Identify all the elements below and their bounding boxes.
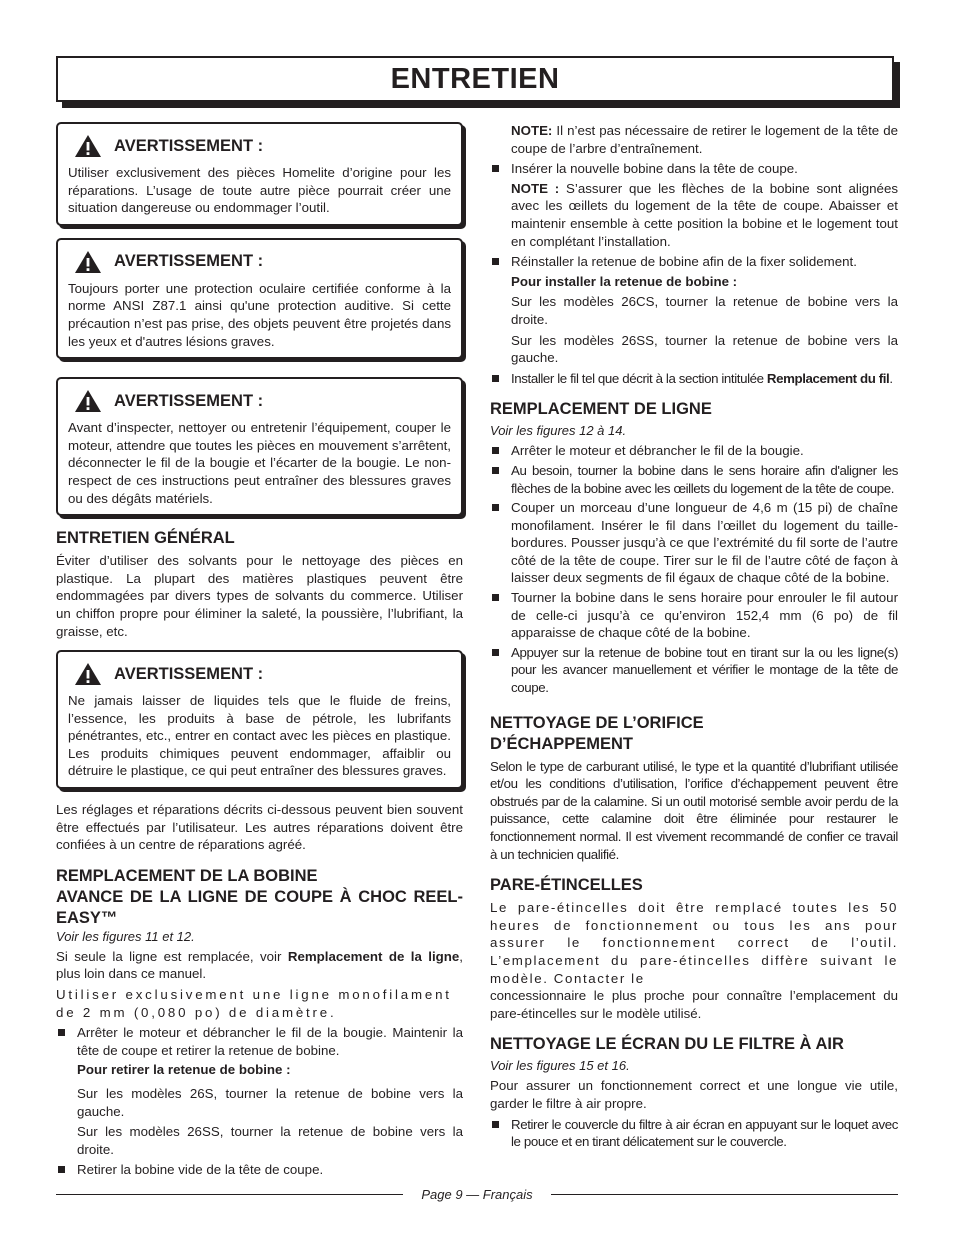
install-26ss-text: Sur les modèles 26SS, tourner la retenue de bobine vers la gauche.: [511, 332, 898, 366]
list-item: Insérer la nouvelle bobine dans la tête de coupe.: [490, 160, 898, 178]
right-column: [490, 122, 898, 1153]
orifice-text: Selon le type de carburant utilisé, le type et la quantité d’lubrifiant utilisée et/ou les conditions d’utilisation, l’orifice d’échappement peuvent être obstrués par de la calamine. Si un outil motorisé semble avoir perdu de la puissance, cette calamine doit être éliminée pour restaurer le fonctionnement normal. Il est vivement recommandé de confier ce travail à un technicien qualifié.: [490, 758, 898, 862]
section-heading-bobine: REMPLACEMENT DE LA BOBINE AVANCE DE LA LIGNE DE COUPE À CHOC REEL-EASY™: [56, 866, 463, 927]
remove-26s-text: Sur les modèles 26S, tourner la retenue de bobine vers la gauche.: [77, 1086, 463, 1119]
page-title: ENTRETIEN: [390, 62, 560, 95]
section-heading-pare: PARE-ÉTINCELLES: [490, 876, 643, 895]
install-retainer-label: Pour installer la retenue de bobine :: [511, 273, 738, 289]
list-item: Arrêter le moteur et débrancher le fil de la bougie. Maintenir la tête de coupe et retirer la retenue de bobine.: [56, 1024, 463, 1059]
list-item: Tourner la bobine dans le sens horaire pour enrouler le fil autour de celle-ci jusqu’à ce qu’environ 152,4 mm (6 po) de fil apparaisse de chaque côté de la bobine.: [490, 589, 898, 642]
list-item: Appuyer sur la retenue de bobine tout en tirant sur la ou les ligne(s) pour les avancer manuellement et vérifier le montage de la tête de coupe.: [490, 644, 898, 697]
list-item: Retirer la bobine vide de la tête de coupe.: [56, 1161, 463, 1179]
warning-icon: [74, 250, 102, 274]
warning-heading: AVERTISSEMENT :: [114, 136, 264, 155]
list-item: Couper un morceau d’une longueur de 4,6 m (15 pi) de chaîne monofilament. Insérer le fil dans l’œillet du logement du taille-bordures. Pousser jusqu’à ce que l’extrémité du fil sorte de l’autre côté de la tête de coupe. Tirer sur le fil de l’autre côté de façon à laisser deux segments de fil égaux de chaque côté de la bobine.: [490, 499, 898, 587]
warning-text: Toujours porter une protection oculaire certifiée conforme à la norme ANSI Z87.1 ainsi qu'une protection auditive. Si cette précaution n’est pas prise, des objets peuvent être projetés dans les yeux et d'autres lésions graves.: [68, 280, 451, 349]
list-item: Retirer le couvercle du filtre à air écran en appuyant sur le loquet avec le pouce et en tirant délicatement sur le couvercle.: [490, 1116, 898, 1151]
remove-retainer-label: Pour retirer la retenue de bobine :: [77, 1062, 291, 1078]
section-heading-filtre: NETTOYAGE LE ÉCRAN DU LE FILTRE À AIR: [490, 1035, 844, 1054]
bobine-steps-list: [56, 1024, 463, 1059]
warning-text: Utiliser exclusivement des pièces Homelite d’origine pour les réparations. L’usage de toute autre pièce pourrait créer une situation dangereuse ou endommager l’outil.: [68, 165, 451, 216]
warning-heading: AVERTISSEMENT :: [114, 664, 264, 683]
left-column: [56, 122, 463, 1181]
section-heading-ligne: REMPLACEMENT DE LIGNE: [490, 400, 712, 419]
note-2: NOTE : S’assurer que les flèches de la bobine sont alignées avec les œillets du logement de la tête de coupe. Abaisser et maintenir ensemble à cette position la bobine et le logement tout en complétant l’installation.: [511, 180, 898, 249]
figure-reference: Voir les figures 11 et 12.: [56, 928, 195, 944]
warning-text: Ne jamais laisser de liquides tels que le fluide de freins, l’essence, les produits à base de pétrole, les lubrifants pénétrantes, etc., entrer en contact avec les pièces en plastique. Les produits chimiques peuvent endommager, affaiblir ou détruire le plastique, ce qui peut entraîner des blessures graves.: [68, 693, 451, 779]
general-text: Éviter d’utiliser des solvants pour le nettoyage des pièces en plastique. La plupart des matières plastiques peuvent être endommagées par divers types de solvants du commerce. Utiliser un chiffon propre pour éliminer la saleté, la poussière, l’lubrifiant, la graisse, etc.: [56, 553, 463, 639]
note-1: NOTE: Il n’est pas nécessaire de retirer le logement de la tête de coupe de l’arbre d’entraînement.: [511, 123, 898, 156]
general-after-text: Les réglages et réparations décrits ci-dessous peuvent bien souvent être effectués par l’utilisateur. Les autres réparations doivent être confiées à un centre de réparations agréé.: [56, 802, 463, 853]
section-heading-orifice: NETTOYAGE DE L’ORIFICE D’ÉCHAPPEMENT: [490, 713, 704, 753]
bobine-intro: Si seule la ligne est remplacée, voir Remplacement de la ligne, plus loin dans ce manuel.: [56, 948, 463, 982]
filtre-text: Pour assurer un fonctionnement correct et une longue vie utile, garder le filtre à air propre.: [490, 1078, 898, 1111]
ligne-steps-list: [490, 442, 898, 696]
page-title-box: [56, 56, 894, 102]
warning-text: Avant d’inspecter, nettoyer ou entretenir l’équipement, couper le moteur, attendre que toutes les pièces en mouvement s’arrêtent, déconnecter le fil de la bougie et l’écarter de la bougie. Le non-respect de ces instructions peut entraîner des blessures graves ou des dégâts matériels.: [68, 420, 451, 506]
page-footer: [56, 1185, 898, 1203]
footer-rule-right: [551, 1194, 898, 1195]
figure-reference: Voir les figures 12 à 14.: [490, 423, 627, 439]
footer-rule-left: [56, 1194, 403, 1195]
figure-reference: Voir les figures 15 et 16.: [490, 1058, 630, 1074]
warning-heading: AVERTISSEMENT :: [114, 391, 264, 410]
warning-box-2: [56, 238, 463, 359]
remove-26ss-text: Sur les modèles 26SS, tourner la retenue de bobine vers la droite.: [77, 1124, 463, 1157]
list-item: Installer le fil tel que décrit à la section intitulée Remplacement du fil.: [490, 370, 898, 388]
bobine-line-spec: Utiliser exclusivement une ligne monofilament de 2 mm (0,080 po) de diamètre.: [56, 987, 452, 1020]
warning-box-1: [56, 122, 463, 226]
install-26cs-text: Sur les modèles 26CS, tourner la retenue de bobine vers la droite.: [511, 294, 898, 327]
warning-icon: [74, 662, 102, 686]
warning-box-3: [56, 377, 463, 516]
list-item: Au besoin, tourner la bobine dans le sens horaire afin d'aligner les flèches de la bobine avec les œillets du logement de la tête de coupe.: [490, 462, 898, 497]
pare-text-rest: concessionnaire le plus proche pour connaître l’emplacement du pare-étincelles sur le modèle utilisé.: [490, 988, 898, 1021]
warning-heading: AVERTISSEMENT :: [114, 252, 264, 271]
list-item: Réinstaller la retenue de bobine afin de la fixer solidement.: [490, 253, 898, 271]
warning-box-4: [56, 650, 463, 789]
page-number: Page 9 — Français: [421, 1186, 533, 1202]
pare-text-spaced: Le pare-étincelles doit être remplacé toutes les 50 heures de fonctionnement ou tous les ans pour assurer le fonctionnement correct de l’outil. L’emplacement du pare-étincelles diffère suivant le modèle. Contacter le: [490, 900, 898, 986]
list-item: Arrêter le moteur et débrancher le fil de la bougie.: [490, 442, 898, 460]
warning-icon: [74, 389, 102, 413]
section-heading-general: ENTRETIEN GÉNÉRAL: [56, 529, 235, 548]
warning-icon: [74, 134, 102, 158]
